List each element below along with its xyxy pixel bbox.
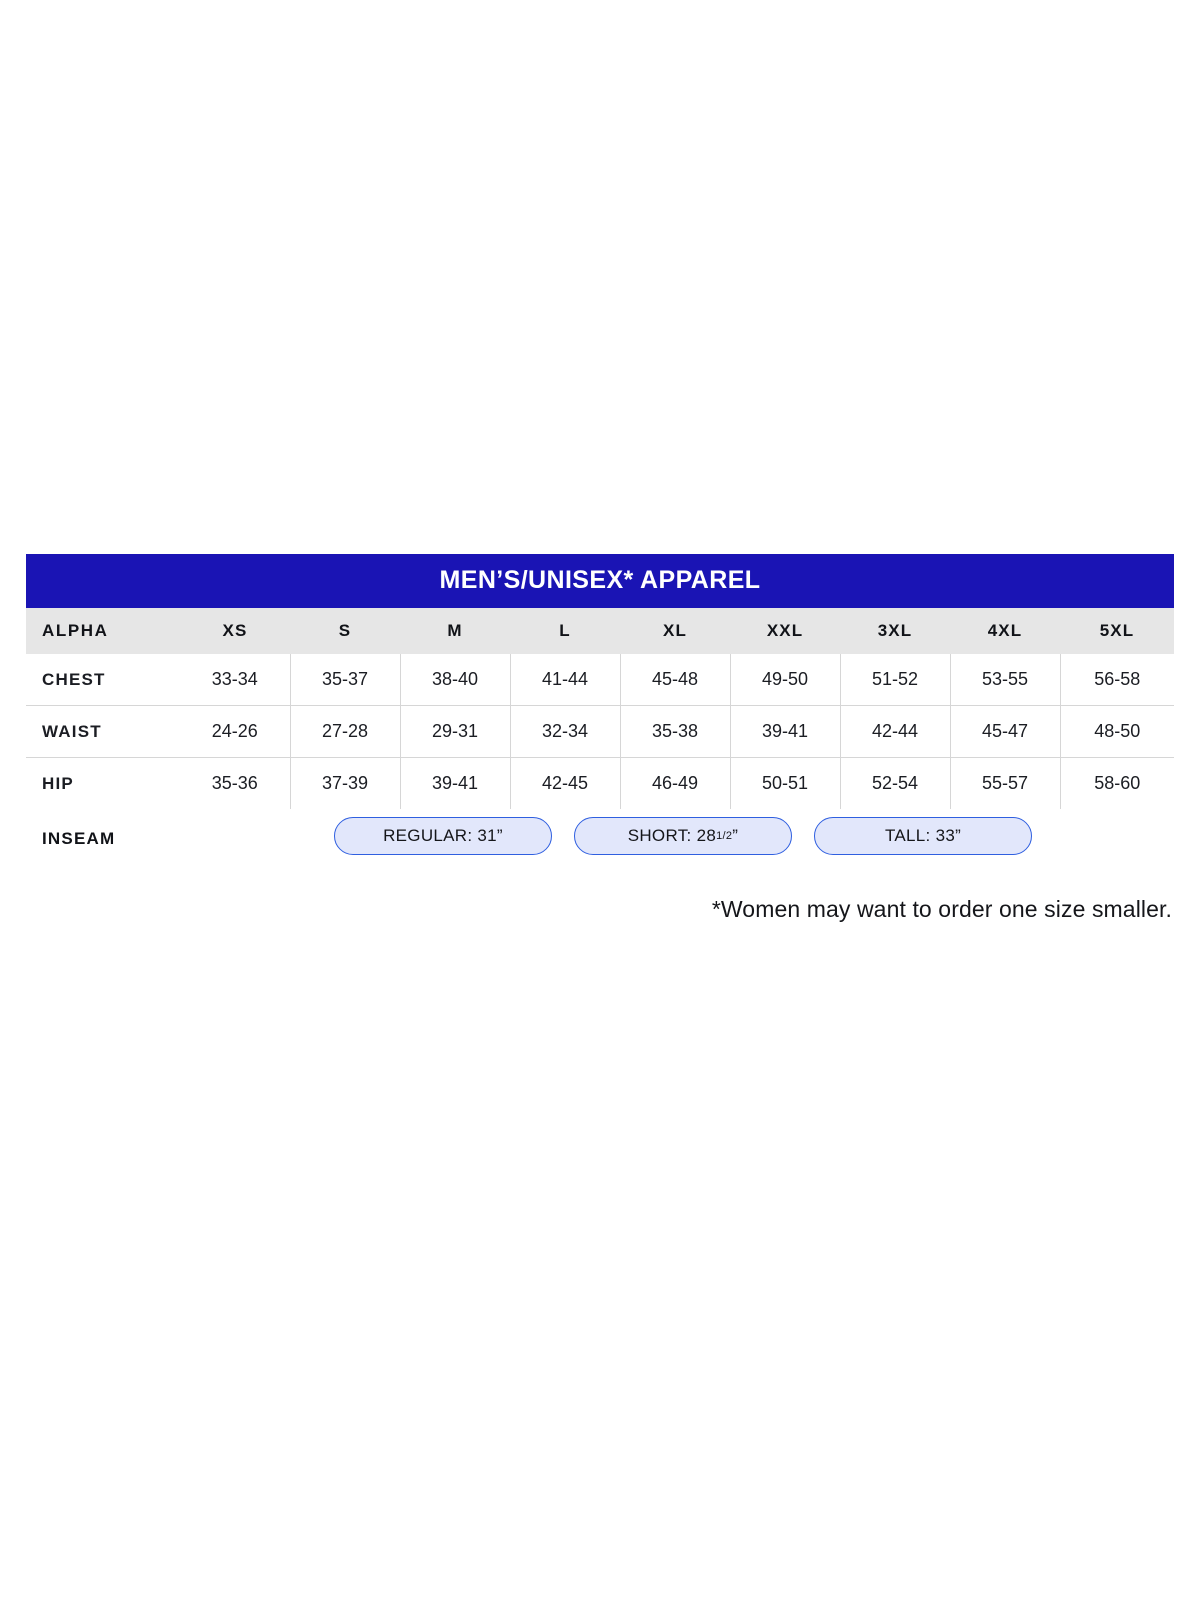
cell-hip-s: 37-39 <box>290 758 400 810</box>
cell-waist-4xl: 45-47 <box>950 706 1060 758</box>
cell-chest-4xl: 53-55 <box>950 654 1060 706</box>
cell-waist-xxl: 39-41 <box>730 706 840 758</box>
cell-chest-xl: 45-48 <box>620 654 730 706</box>
cell-chest-xxl: 49-50 <box>730 654 840 706</box>
cell-chest-l: 41-44 <box>510 654 620 706</box>
cell-chest-5xl: 56-58 <box>1060 654 1174 706</box>
column-header-xxl: XXL <box>730 608 840 654</box>
cell-chest-m: 38-40 <box>400 654 510 706</box>
column-header-m: M <box>400 608 510 654</box>
column-header-4xl: 4XL <box>950 608 1060 654</box>
inseam-tall-label: TALL: 33” <box>884 826 962 845</box>
column-header-xl: XL <box>620 608 730 654</box>
column-header-3xl: 3XL <box>840 608 950 654</box>
inseam-short-prefix: SHORT: 28 <box>627 826 717 845</box>
cell-waist-5xl: 48-50 <box>1060 706 1174 758</box>
cell-waist-s: 27-28 <box>290 706 400 758</box>
size-chart-table <box>26 608 1174 869</box>
cell-chest-3xl: 51-52 <box>840 654 950 706</box>
chart-title: MEN’S/UNISEX* APPAREL <box>26 554 1174 608</box>
row-label-waist: WAIST <box>26 706 180 758</box>
column-header-xs: XS <box>180 608 290 654</box>
row-label-inseam: INSEAM <box>42 829 116 848</box>
cell-hip-xxl: 50-51 <box>730 758 840 810</box>
inseam-row <box>26 809 1174 869</box>
column-header-5xl: 5XL <box>1060 608 1174 654</box>
cell-hip-m: 39-41 <box>400 758 510 810</box>
table-row <box>26 758 1174 810</box>
cell-hip-xl: 46-49 <box>620 758 730 810</box>
column-header-s: S <box>290 608 400 654</box>
inseam-option-short[interactable]: SHORT: 28 1/2 ” <box>574 817 792 855</box>
row-label-hip: HIP <box>42 773 74 793</box>
cell-hip-3xl: 52-54 <box>840 758 950 810</box>
column-header-l: L <box>510 608 620 654</box>
footnote: *Women may want to order one size smaller. <box>711 896 1172 922</box>
inseam-option-tall[interactable] <box>814 817 1032 855</box>
cell-waist-xs: 24-26 <box>180 706 290 758</box>
inseam-short-suffix: ” <box>732 826 739 845</box>
cell-hip-xs: 35-36 <box>180 758 290 810</box>
row-label-chest: CHEST <box>26 654 180 706</box>
table-header-row <box>26 608 1174 654</box>
cell-chest-s: 35-37 <box>290 654 400 706</box>
inseam-options <box>180 809 1174 869</box>
size-chart <box>26 554 1174 922</box>
inseam-option-regular[interactable] <box>334 817 552 855</box>
table-row <box>26 706 1174 758</box>
cell-waist-m: 29-31 <box>400 706 510 758</box>
cell-hip-4xl: 55-57 <box>950 758 1060 810</box>
cell-chest-xs: 33-34 <box>180 654 290 706</box>
cell-waist-l: 32-34 <box>510 706 620 758</box>
cell-hip-5xl: 58-60 <box>1094 773 1141 793</box>
cell-waist-xl: 35-38 <box>620 706 730 758</box>
column-header-alpha: ALPHA <box>26 608 180 654</box>
cell-waist-3xl: 42-44 <box>840 706 950 758</box>
inseam-regular-label: REGULAR: 31” <box>383 826 503 845</box>
table-row <box>26 654 1174 706</box>
cell-hip-l: 42-45 <box>510 758 620 810</box>
